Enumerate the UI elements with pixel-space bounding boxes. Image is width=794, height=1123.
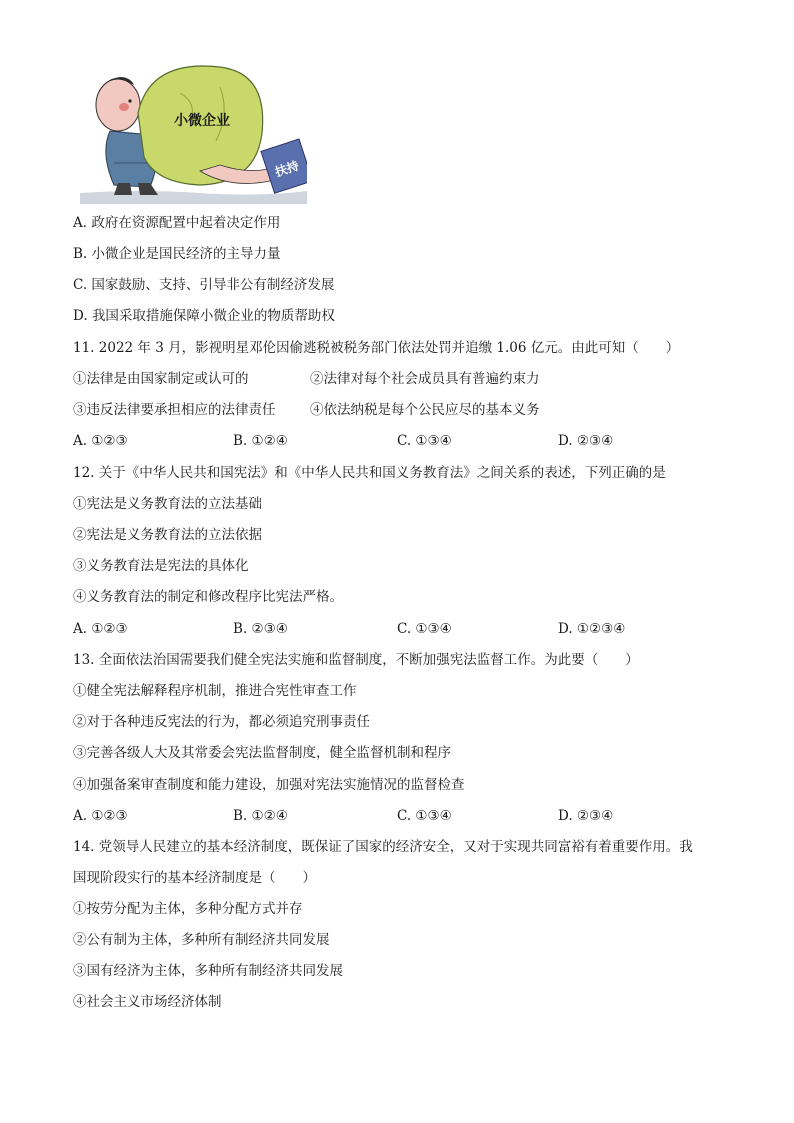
q10-option-a: A. 政府在资源配置中起着决定作用 [73, 215, 281, 231]
q12-statement-4: ④义务教育法的制定和修改程序比宪法严格。 [73, 589, 343, 605]
q10-option-c: C. 国家鼓励、支持、引导非公有制经济发展 [73, 277, 335, 293]
q12-choice-b: B. ②③④ [233, 621, 288, 637]
q11-statement-4: ④依法纳税是每个公民应尽的基本义务 [310, 402, 540, 418]
q12-statement-3: ③义务教育法是宪法的具体化 [73, 558, 249, 574]
q12-stem: 12. 关于《中华人民共和国宪法》和《中华人民共和国义务教育法》之间关系的表述，下列正确的是 [73, 465, 666, 481]
q13-choice-d: D. ②③④ [558, 808, 614, 824]
q12-choice-c: C. ①③④ [397, 621, 452, 637]
q11-choice-d: D. ②③④ [558, 433, 614, 449]
q10-option-b: B. 小微企业是国民经济的主导力量 [73, 246, 281, 262]
q11-choice-a: A. ①②③ [73, 433, 128, 449]
q13-choice-a: A. ①②③ [73, 808, 128, 824]
q14-statement-3: ③国有经济为主体，多种所有制经济共同发展 [73, 963, 343, 979]
q13-statement-1: ①健全宪法解释程序机制，推进合宪性审查工作 [73, 683, 357, 699]
q12-choice-d: D. ①②③④ [558, 621, 626, 637]
q14-statement-1: ①按劳分配为主体，多种分配方式并存 [73, 901, 303, 917]
small-enterprise-support-cartoon [80, 63, 307, 204]
q10-option-d: D. 我国采取措施保障小微企业的物质帮助权 [73, 308, 335, 324]
q14-statement-4: ④社会主义市场经济体制 [73, 994, 222, 1010]
q13-statement-2: ②对于各种违反宪法的行为，都必须追究刑事责任 [73, 714, 370, 730]
support-card-label: 扶持 [273, 158, 301, 180]
q11-statement-2: ②法律对每个社会成员具有普遍约束力 [310, 371, 540, 387]
q13-stem: 13. 全面依法治国需要我们健全宪法实施和监督制度，不断加强宪法监督工作。为此要（ ） [73, 652, 639, 668]
sack-label: 小微企业 [174, 113, 230, 129]
q14-statement-2: ②公有制为主体，多种所有制经济共同发展 [73, 932, 330, 948]
q14-stem-line-1: 14. 党领导人民建立的基本经济制度，既保证了国家的经济安全，又对于实现共同富裕有着重要作用。我 [73, 839, 693, 855]
q12-choice-a: A. ①②③ [73, 621, 128, 637]
q13-statement-3: ③完善各级人大及其常委会宪法监督制度，健全监督机制和程序 [73, 745, 451, 761]
q12-statement-1: ①宪法是义务教育法的立法基础 [73, 496, 262, 512]
q14-stem-line-2: 国现阶段实行的基本经济制度是（ ） [73, 870, 316, 886]
q13-choice-b: B. ①②④ [233, 808, 288, 824]
q13-statement-4: ④加强备案审查制度和能力建设，加强对宪法实施情况的监督检查 [73, 777, 465, 793]
q11-choice-c: C. ①③④ [397, 433, 452, 449]
q13-choice-c: C. ①③④ [397, 808, 452, 824]
q12-statement-2: ②宪法是义务教育法的立法依据 [73, 527, 262, 543]
q11-statement-3: ③违反法律要承担相应的法律责任 [73, 402, 276, 418]
q11-choice-b: B. ①②④ [233, 433, 288, 449]
q11-stem: 11. 2022 年 3 月，影视明星邓伦因偷逃税被税务部门依法处罚并追缴 1.06 亿元。由此可知（ ） [73, 340, 680, 356]
q11-statement-1: ①法律是由国家制定或认可的 [73, 371, 249, 387]
